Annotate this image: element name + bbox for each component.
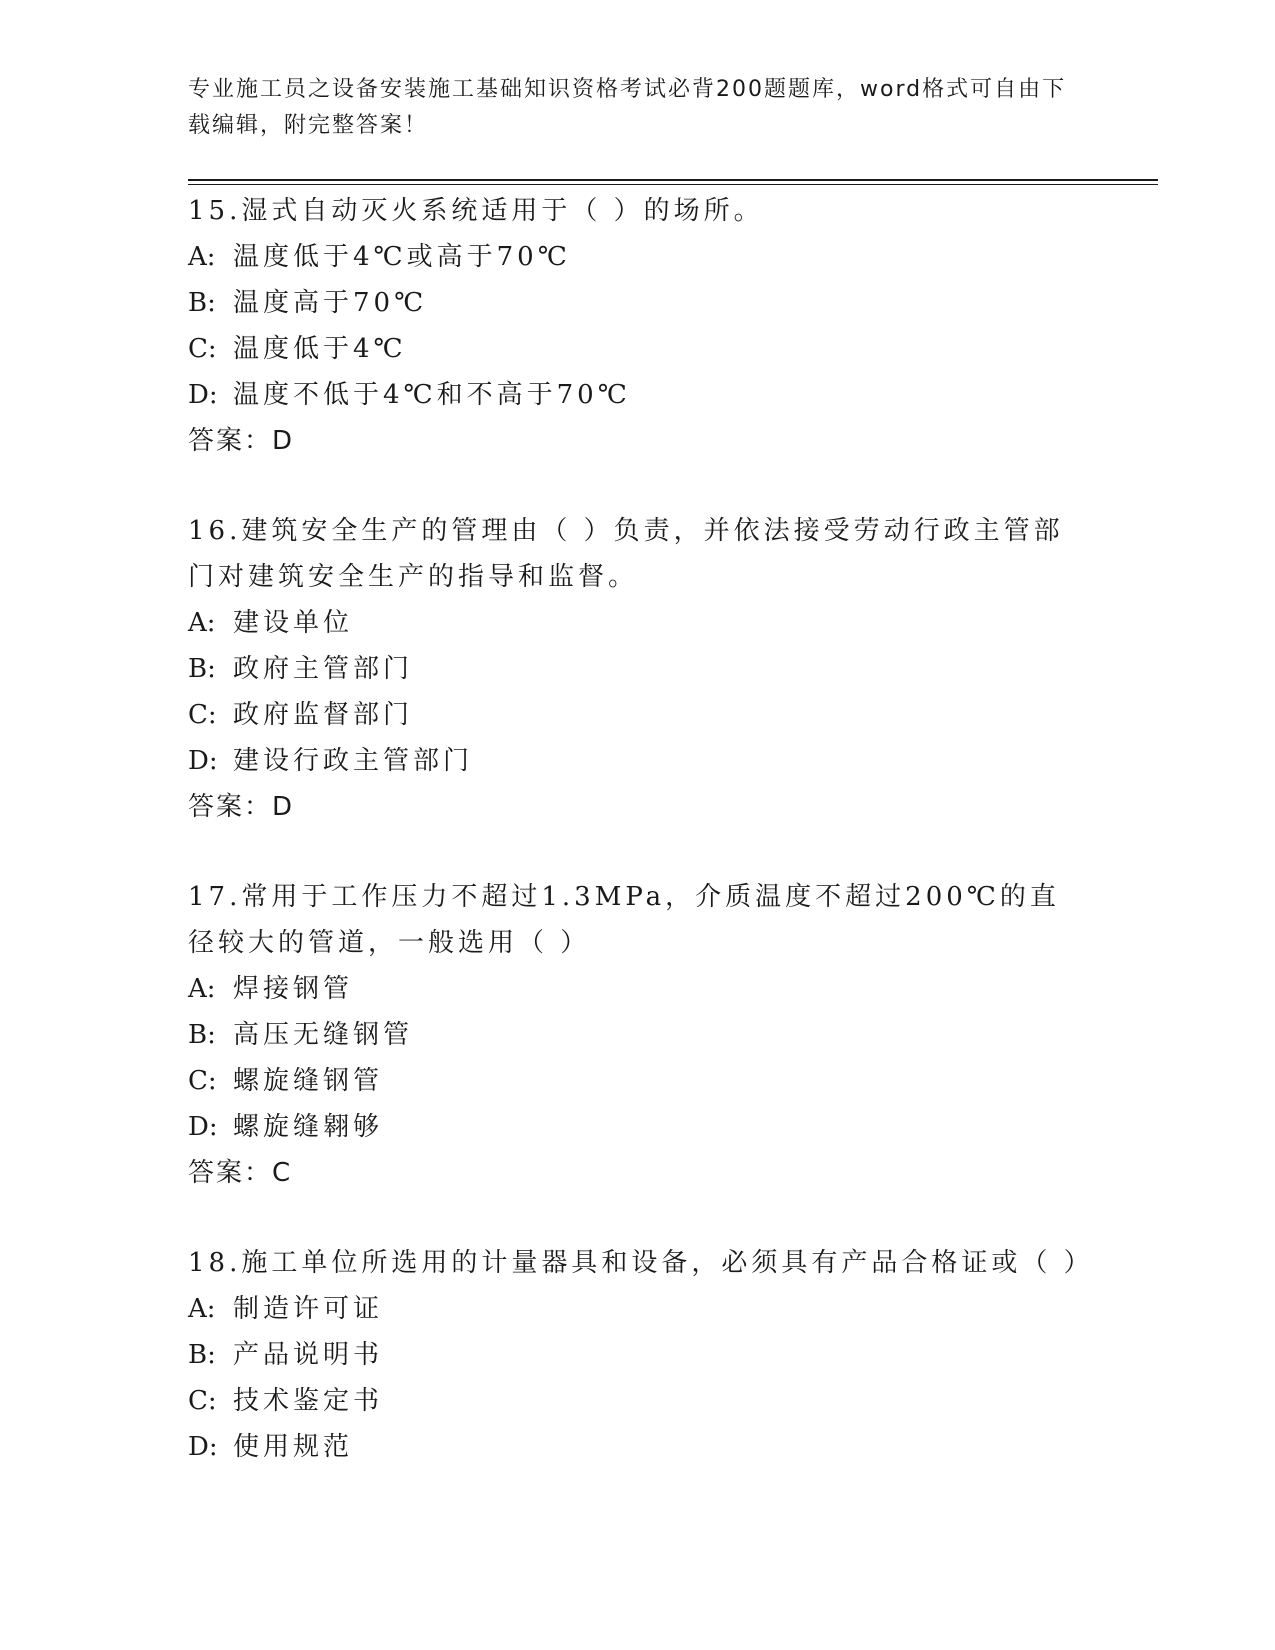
option-letter: B: [188,288,216,318]
option-letter: B: [188,654,216,684]
question-16 [188,508,1088,830]
option-text: 温度低于4℃ [233,334,407,364]
option-a [188,1286,1088,1332]
option-letter: C: [188,1386,217,1416]
document-header: 专业施工员之设备安装施工基础知识资格考试必背200题题库，word格式可自由下载编辑，附完整答案！ [188,77,1067,138]
header-divider-thin [188,184,1158,185]
option-b [188,280,1088,326]
option-d [188,738,1088,784]
option-letter: D: [188,1112,218,1142]
answer-line: 答案：D [188,426,295,456]
option-b [188,1332,1088,1378]
option-letter: B: [188,1020,216,1050]
option-text: 螺旋缝钢管 [233,1066,384,1096]
option-text: 焊接钢管 [233,974,354,1004]
option-a [188,600,1088,646]
option-text: 制造许可证 [233,1294,384,1324]
option-b [188,646,1088,692]
option-text: 温度高于70℃ [233,288,428,318]
question-17 [188,874,1088,1196]
option-text: 技术鉴定书 [233,1386,384,1416]
option-c [188,326,1088,372]
question-stem: 15.湿式自动灭火系统适用于（ ）的场所。 [188,196,764,226]
question-stem: 18.施工单位所选用的计量器具和设备，必须具有产品合格证或（ ） [188,1248,1094,1278]
answer-line: 答案：D [188,792,295,822]
option-letter: C: [188,1066,217,1096]
option-letter: C: [188,700,217,730]
question-15 [188,188,1088,464]
option-a [188,234,1088,280]
option-letter: A: [188,242,216,272]
option-letter: D: [188,746,218,776]
option-letter: D: [188,1432,218,1462]
option-text: 高压无缝钢管 [233,1020,414,1050]
option-text: 螺旋缝翱够 [233,1112,384,1142]
option-text: 政府主管部门 [233,654,414,684]
option-c [188,692,1088,738]
option-letter: A: [188,1294,216,1324]
option-text: 建设行政主管部门 [233,746,474,776]
option-c [188,1058,1088,1104]
answer-line: 答案：C [188,1158,293,1188]
option-letter: A: [188,974,216,1004]
option-text: 政府监督部门 [233,700,414,730]
option-c [188,1378,1088,1424]
option-text: 产品说明书 [233,1340,384,1370]
option-text: 建设单位 [233,608,354,638]
option-letter: C: [188,334,217,364]
header-divider-thick [188,179,1158,181]
option-letter: D: [188,380,218,410]
option-text: 温度低于4℃或高于70℃ [233,242,571,272]
option-d [188,1104,1088,1150]
question-stem: 17.常用于工作压力不超过1.3MPa，介质温度不超过200℃的直径较大的管道，一般选用（ ） [188,882,1060,958]
option-letter: A: [188,608,216,638]
option-letter: B: [188,1340,216,1370]
option-d [188,1424,1088,1470]
question-stem: 16.建筑安全生产的管理由（ ）负责，并依法接受劳动行政主管部门对建筑安全生产的指导和监督。 [188,516,1064,592]
question-list [188,188,1094,1514]
option-b [188,1012,1088,1058]
option-d [188,372,1088,418]
option-a [188,966,1088,1012]
question-18 [188,1240,1094,1470]
option-text: 温度不低于4℃和不高于70℃ [233,380,631,410]
option-text: 使用规范 [233,1432,354,1462]
